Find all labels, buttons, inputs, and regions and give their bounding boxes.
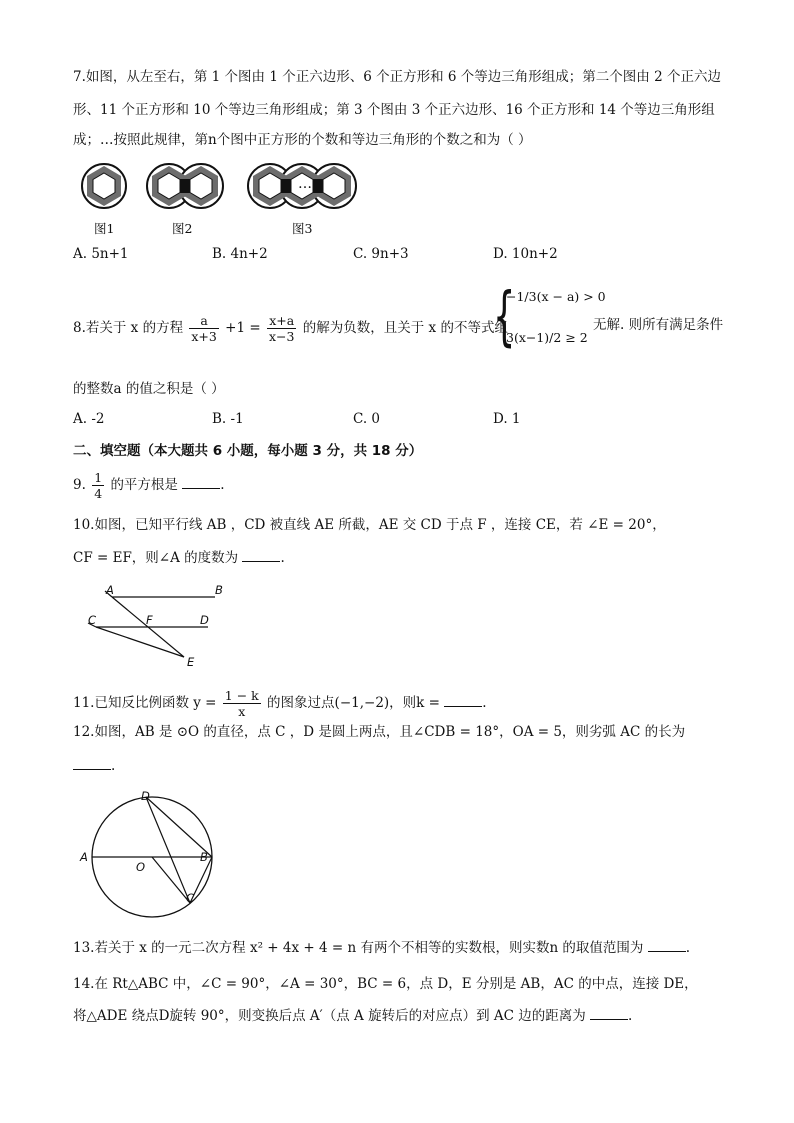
q12-line1: 12.如图，AB 是 ⊙O 的直径，点 C ，D 是圆上两点，且∠CDB = 18°，OA = 5，则劣弧 AC 的长为 xyxy=(73,724,686,740)
q9-text: 的平方根是 xyxy=(110,477,178,493)
q10-line1: 10.如图，已知平行线 AB ，CD 被直线 AE 所截，AE 交 CD 于点 F ，连接 CE，若 ∠E = 20°， xyxy=(73,517,666,533)
q12-label-a: A xyxy=(80,850,88,864)
q7-option-a[interactable]: A. 5n+1 xyxy=(73,246,129,262)
q11-fraction: $\frac{1 - k}{x}$ xyxy=(224,688,259,719)
q8-option-a[interactable]: A. -2 xyxy=(73,411,105,427)
q8-line2: 的整数a 的值之积是（ ） xyxy=(73,381,225,397)
q14-line1: 14.在 Rt△ABC 中，∠C = 90°，∠A = 30°，BC = 6，点 D，E 分别是 AB，AC 的中点，连接 DE， xyxy=(73,976,698,992)
q12-label-b: B xyxy=(200,850,208,864)
fig3-caption: 图3 xyxy=(292,221,313,236)
q7-option-d[interactable]: D. 10n+2 xyxy=(493,246,558,262)
q8-suffix: 无解. 则所有满足条件 xyxy=(593,317,724,333)
q14-line2-wrap: 将△ADE 绕点D旋转 90°，则变换后点 A′（点 A 旋转后的对应点）到 AC 边的距离为 . xyxy=(73,1008,633,1024)
q7-option-b[interactable]: B. 4n+2 xyxy=(212,246,268,262)
q10-label-d: D xyxy=(200,613,209,627)
q8-system-line1: −1/3(x − a) > 0 xyxy=(506,289,606,304)
q13-line: 13.若关于 x 的一元二次方程 x² + 4x + 4 = n 有两个不相等的实数根，则实数n 的取值范围为 . xyxy=(73,940,691,956)
q9-prefix: 9. xyxy=(73,477,86,493)
q8-prefix: 8.若关于 x 的方程 xyxy=(73,320,184,336)
fig1-caption: 图1 xyxy=(94,221,115,236)
q14-line2: 将△ADE 绕点D旋转 90°，则变换后点 A′（点 A 旋转后的对应点）到 AC 边的距离为 xyxy=(73,1008,586,1024)
q10-label-f: F xyxy=(146,613,153,627)
q8-plus-one: +1 = xyxy=(225,320,261,336)
q10-figure xyxy=(80,585,240,670)
q8-system-brace: { xyxy=(493,280,516,354)
fig2-caption: 图2 xyxy=(172,221,193,236)
q9-answer-blank[interactable] xyxy=(182,476,220,489)
q8-line1 xyxy=(73,313,508,344)
q8-option-b[interactable]: B. -1 xyxy=(212,411,244,427)
q8-fraction-2: $\frac{x+a}{x-3}$ xyxy=(268,313,295,344)
q8-middle: 的解为负数，且关于 x 的不等式组 xyxy=(302,320,508,336)
q10-label-b: B xyxy=(215,583,223,597)
q10-answer-blank[interactable] xyxy=(242,549,280,562)
q13-text: 13.若关于 x 的一元二次方程 x² + 4x + 4 = n 有两个不相等的实数根，则实数n 的取值范围为 xyxy=(73,940,644,956)
line-ce xyxy=(96,627,184,657)
q7-figures xyxy=(74,158,404,218)
q11-prefix: 11.已知反比例函数 y = xyxy=(73,695,217,711)
q7-line3: 成；…按照此规律，第n个图中正方形的个数和等边三角形的个数之和为（ ） xyxy=(73,132,532,148)
q11-text: 的图象过点(−1,−2)，则k = xyxy=(267,695,440,711)
q10-label-a: A xyxy=(106,583,114,597)
radius-oc xyxy=(152,857,190,903)
chord-dc xyxy=(146,797,190,903)
q10-label-c: C xyxy=(88,613,97,627)
q7-ellipsis: … xyxy=(298,176,312,192)
q12-answer-blank[interactable] xyxy=(73,757,111,770)
q8-option-c[interactable]: C. 0 xyxy=(353,411,381,427)
q12-label-o: O xyxy=(136,860,146,874)
chord-db xyxy=(146,797,212,857)
q7-option-c[interactable]: C. 9n+3 xyxy=(353,246,409,262)
q8-system-line2: 3(x−1)/2 ≥ 2 xyxy=(506,330,588,345)
fig2-shared-square xyxy=(180,179,190,193)
q8-fraction-1: $\frac{a}{x+3}$ xyxy=(191,313,217,344)
q12-line2: . xyxy=(73,757,115,775)
q10-label-e: E xyxy=(187,655,195,669)
q7-line1: 7.如图，从左至右，第 1 个图由 1 个正六边形、6 个正方形和 6 个等边三角形组成；第二个图由 2 个正六边 xyxy=(73,69,721,85)
q8-option-d[interactable]: D. 1 xyxy=(493,411,521,427)
q11-line: 11.已知反比例函数 y = $\frac{1 - k}{x}$ 的图象过点(−1,−2)，则k = . xyxy=(73,688,487,719)
q11-answer-blank[interactable] xyxy=(444,694,482,707)
q14-answer-blank[interactable] xyxy=(590,1007,628,1020)
q12-label-d: D xyxy=(141,789,150,803)
q10-line2: CF = EF，则∠A 的度数为 xyxy=(73,550,239,566)
q9-line: 9. $\frac{1}{4}$ 的平方根是 . xyxy=(73,470,225,501)
q10-line2-wrap: CF = EF，则∠A 的度数为 . xyxy=(73,550,285,566)
section2-title: 二、填空题（本大题共 6 小题，每小题 3 分，共 18 分） xyxy=(73,443,423,459)
q13-answer-blank[interactable] xyxy=(648,939,686,952)
q12-label-c: C xyxy=(186,891,195,905)
q9-fraction: $\frac{1}{4}$ xyxy=(94,470,103,501)
q7-line2: 形、11 个正方形和 10 个等边三角形组成；第 3 个图由 3 个正六边形、16 个正方形和 14 个等边三角形组 xyxy=(73,102,715,118)
